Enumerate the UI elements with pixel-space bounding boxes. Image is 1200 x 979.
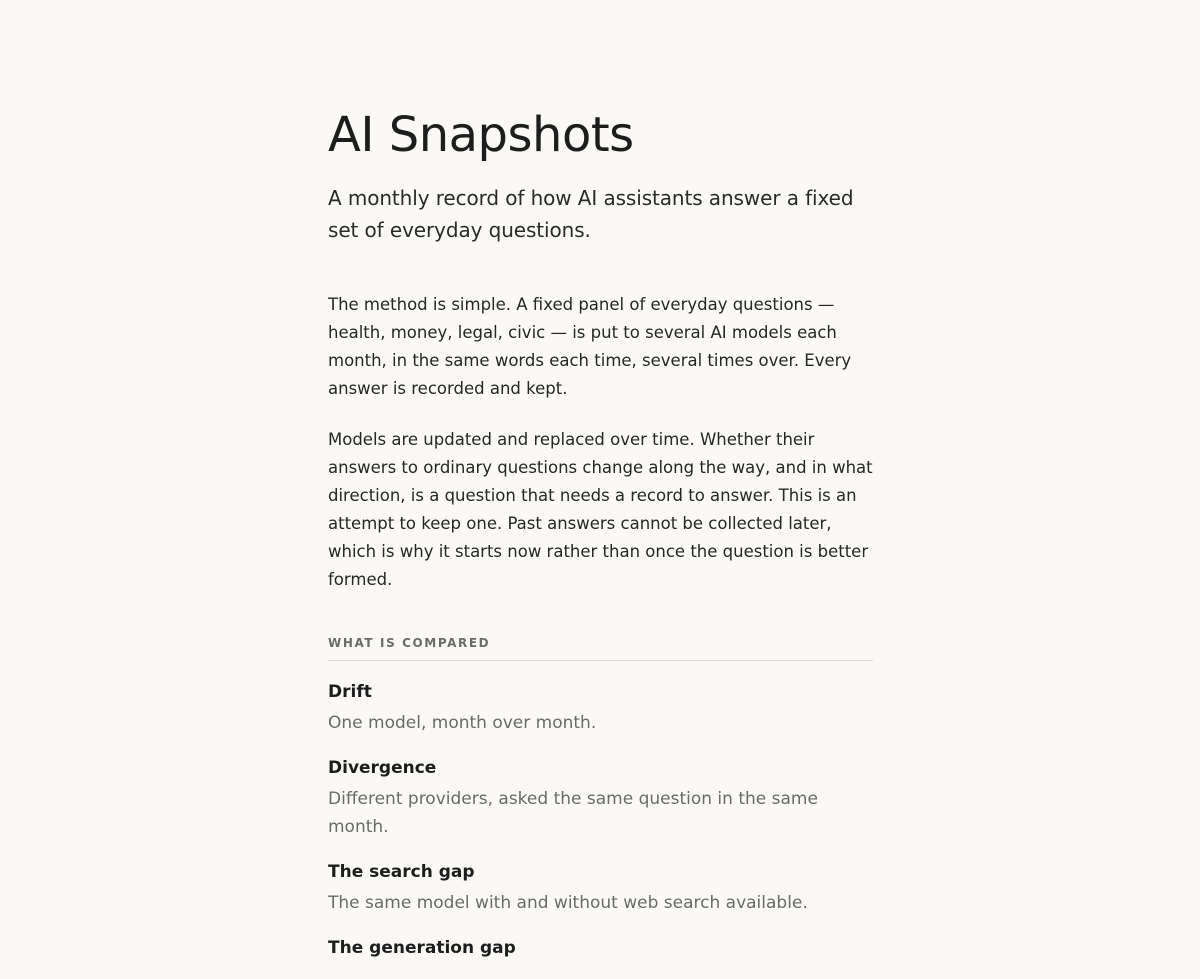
- compared-item-search-gap: [328, 859, 873, 917]
- compared-item-divergence: [328, 755, 873, 841]
- intro-paragraph-rationale: Models are updated and replaced over time. Whether their answers to ordinary questions change along the way, and in what direction, is a question that needs a record to answer. This is an attempt to keep one. Past answers cannot be collected later, which is why it starts now rather than once the question is better formed.: [328, 430, 873, 589]
- intro-paragraph-method: The method is simple. A fixed panel of everyday questions — health, money, legal, civic — is put to several AI models each month, in the same words each time, several times over. Every answer is recorded and kept.: [328, 295, 852, 398]
- page-content: [328, 106, 873, 979]
- compared-item-description: Different providers, asked the same question in the same month.: [328, 789, 818, 837]
- compared-item-name: The search gap: [328, 862, 475, 882]
- page-subtitle: A monthly record of how AI assistants answer a fixed set of everyday questions.: [328, 186, 854, 242]
- compared-item-description: The same model with and without web search available.: [328, 893, 808, 913]
- compared-item-name: The generation gap: [328, 938, 516, 958]
- section-heading-what-is-compared: WHAT IS COMPARED: [328, 635, 873, 661]
- compared-item-drift: [328, 679, 873, 737]
- compared-item-generation-gap: [328, 935, 873, 961]
- page-title: AI Snapshots: [328, 107, 634, 163]
- compared-item-name: Divergence: [328, 758, 437, 778]
- compared-list: [328, 679, 873, 961]
- compared-item-description: One model, month over month.: [328, 713, 597, 733]
- compared-item-name: Drift: [328, 682, 372, 702]
